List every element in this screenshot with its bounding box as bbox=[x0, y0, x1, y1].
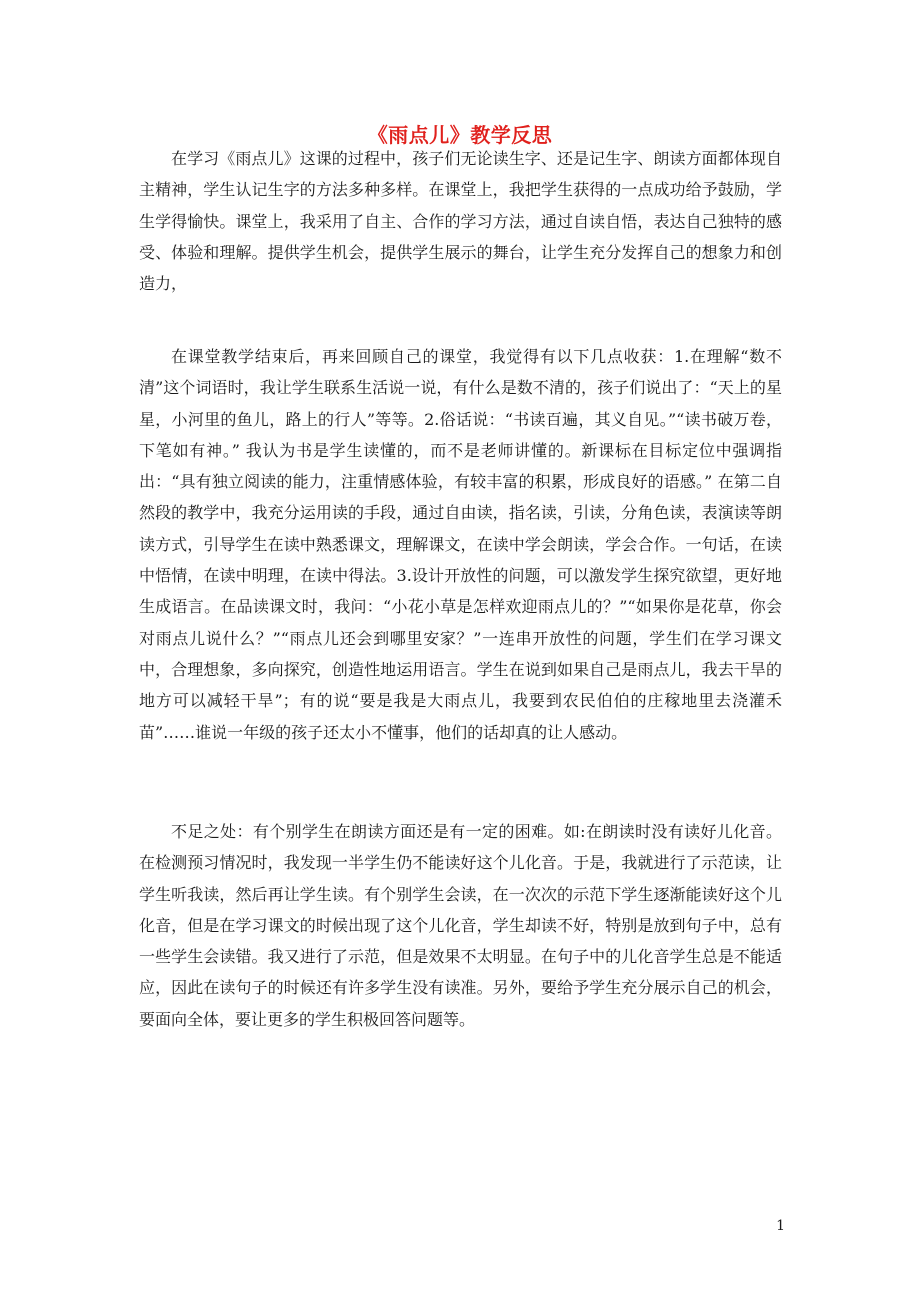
paragraph-3: 不足之处：有个别学生在朗读方面还是有一定的困难。如:在朗读时没有读好儿化音。在检测预习情况时，我发现一半学生仍不能读好这个儿化音。于是，我就进行了示范读，让学生听我读，然后再让学生读。有个别学生会读，在一次次的示范下学生逐渐能读好这个儿化音，但是在学习课文的时候出现了这个儿化音，学生却读不好，特别是放到句子中，总有一些学生会读错。我又进行了示范，但是效果不太明显。在句子中的儿化音学生总是不能适应，因此在读句子的时候还有许多学生没有读准。另外，要给予学生充分展示自己的机会，要面向全体，要让更多的学生积极回答问题等。 bbox=[139, 822, 782, 1029]
document-title: 《雨点儿》教学反思 bbox=[367, 123, 553, 147]
paragraph-1: 在学习《雨点儿》这课的过程中，孩子们无论读生字、还是记生字、朗读方面都体现自主精神，学生认记生字的方法多种多样。在课堂上，我把学生获得的一点成功给予鼓励，学生学得愉快。课堂上，我采用了自主、合作的学习方法，通过自读自悟，表达自己独特的感受、体验和理解。提供学生机会，提供学生展示的舞台，让学生充分发挥自己的想象力和创造力， bbox=[139, 149, 782, 294]
paragraph-2: 在课堂教学结束后，再来回顾自己的课堂，我觉得有以下几点收获：1.在理解“数不清”这个词语时，我让学生联系生活说一说，有什么是数不清的，孩子们说出了：“天上的星星，小河里的鱼儿，路上的行人”等等。2.俗话说：“书读百遍，其义自见。”“读书破万卷，下笔如有神。” 我认为书是学生读懂的，而不是老师讲懂的。新课标在目标定位中强调指出：“具有独立阅读的能力，注重情感体验，有较丰富的积累，形成良好的语感。” 在第二自然段的教学中，我充分运用读的手段，通过自由读，指名读，引读，分角色读，表演读等朗读方式，引导学生在读中熟悉课文，理解课文，在读中学会朗读，学会合作。一句话，在读中悟情，在读中明理，在读中得法。3.设计开放性的问题，可以激发学生探究欲望，更好地生成语言。在品读课文时，我问：“小花小草是怎样欢迎雨点儿的？”“如果你是花草，你会对雨点儿说什么？”“雨点儿还会到哪里安家？”一连串开放性的问题，学生们在学习课文中，合理想象，多向探究，创造性地运用语言。学生在说到如果自己是雨点儿，我去干旱的地方可以减轻干旱”；有的说“要是我是大雨点儿，我要到农民伯伯的庄稼地里去浇灌禾苗”……谁说一年级的孩子还太小不懂事，他们的话却真的让人感动。 bbox=[139, 347, 782, 742]
page-number: 1 bbox=[776, 1218, 785, 1234]
